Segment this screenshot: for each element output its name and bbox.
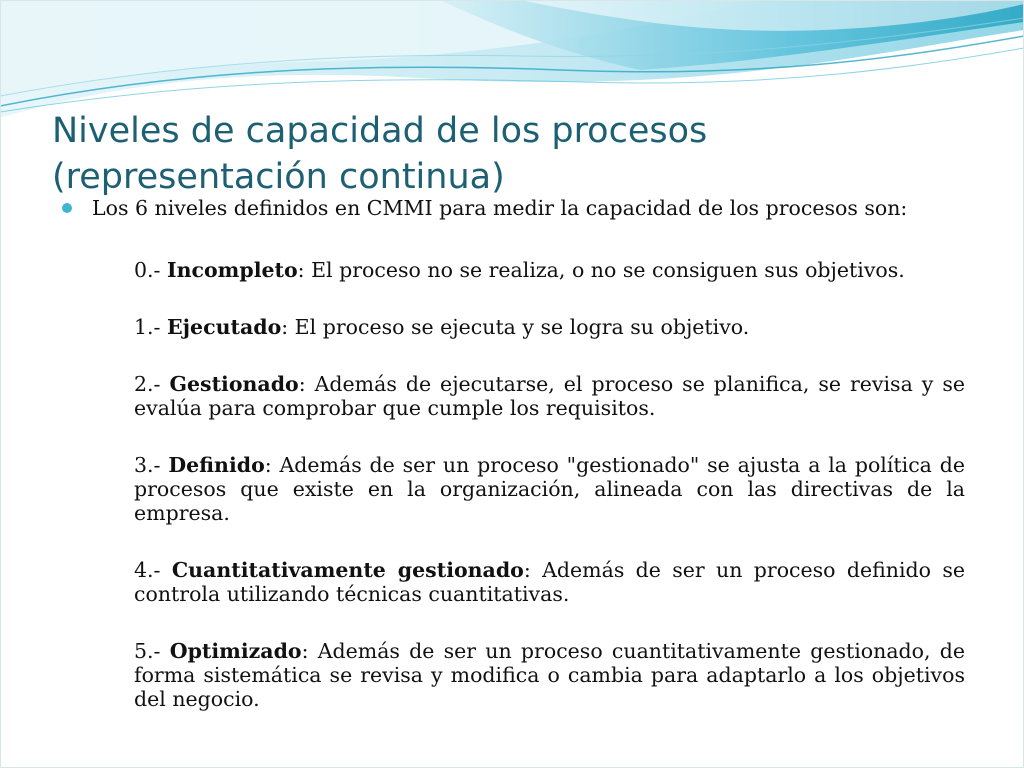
levels-list <box>60 258 965 711</box>
level-item-3 <box>134 453 965 525</box>
level-description: : Además de ser un proceso "gestionado" se ajusta a la política de procesos que existe en la organización, alineada con las directivas de la empresa. <box>134 453 965 525</box>
level-item-2 <box>134 372 965 420</box>
level-item-5 <box>134 639 965 711</box>
level-description: : El proceso se ejecuta y se logra su objetivo. <box>281 315 750 339</box>
level-term: Cuantitativamente gestionado <box>171 558 524 582</box>
slide-body <box>60 196 965 711</box>
level-item-4 <box>134 558 965 606</box>
level-prefix: 0.- <box>134 258 168 282</box>
level-item-0 <box>134 258 965 282</box>
level-description: : Además de ser un proceso definido se controla utilizando técnicas cuantitativas. <box>134 558 966 606</box>
level-description: : El proceso no se realiza, o no se consiguen sus objetivos. <box>297 258 905 282</box>
bullet-icon <box>62 203 72 213</box>
level-term: Gestionado <box>169 372 299 396</box>
level-prefix: 4.- <box>134 558 172 582</box>
level-term: Definido <box>168 453 265 477</box>
level-description: : Además de ejecutarse, el proceso se planifica, se revisa y se evalúa para comprobar que cumple los requisitos. <box>134 372 965 420</box>
level-item-1 <box>134 315 965 339</box>
level-term: Optimizado <box>169 639 302 663</box>
level-prefix: 1.- <box>134 315 168 339</box>
level-prefix: 3.- <box>134 453 169 477</box>
level-description: : Además de ser un proceso cuantitativamente gestionado, de forma sistemática se revisa y modifica o cambia para adaptarlo a los objetivos del negocio. <box>134 639 965 711</box>
intro-bullet <box>60 196 965 220</box>
title-line-2: (representación continua) <box>52 157 505 197</box>
intro-text: Los 6 niveles definidos en CMMI para medir la capacidad de los procesos son: <box>92 196 908 220</box>
level-term: Incompleto <box>167 258 298 282</box>
slide-title <box>52 108 952 200</box>
level-prefix: 5.- <box>134 639 170 663</box>
level-prefix: 2.- <box>134 372 170 396</box>
level-term: Ejecutado <box>167 315 282 339</box>
title-line-1: Niveles de capacidad de los procesos <box>52 111 708 151</box>
